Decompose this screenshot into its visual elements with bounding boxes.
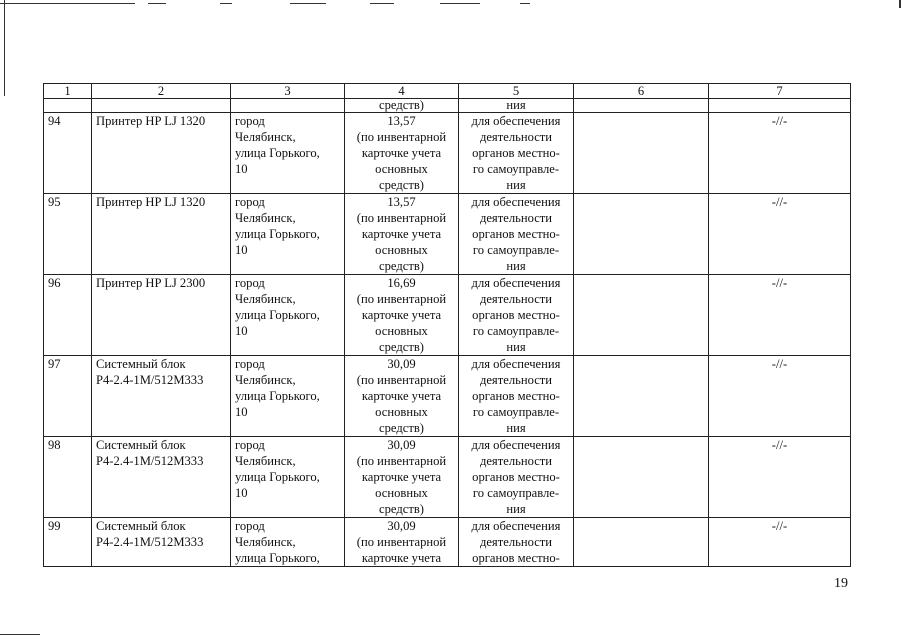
item-col6 <box>574 275 709 356</box>
scan-edge-right <box>899 0 901 8</box>
item-purpose <box>459 518 574 567</box>
page-number: 19 <box>834 576 848 591</box>
column-number: 1 <box>44 84 92 99</box>
item-address <box>231 356 345 437</box>
item-cost-line: средств) <box>379 259 424 273</box>
item-cost-line: 13,57 <box>387 114 416 128</box>
item-number: 99 <box>44 518 92 567</box>
item-purpose-line: для обеспечения <box>471 519 561 533</box>
item-name-line: Системный блок <box>96 357 186 371</box>
item-name <box>92 356 231 437</box>
item-address <box>231 113 345 194</box>
item-address-line: 10 <box>235 324 248 338</box>
item-name <box>92 518 231 567</box>
item-purpose <box>459 194 574 275</box>
scan-edge-bottom <box>0 634 40 635</box>
item-col7: -//- <box>709 437 851 518</box>
item-cost-line: основных <box>375 162 428 176</box>
item-purpose-line: деятельности <box>479 130 553 144</box>
item-purpose-line: органов местно- <box>472 470 560 484</box>
table-row <box>44 518 851 567</box>
item-name-line: Системный блок <box>96 519 186 533</box>
item-number: 96 <box>44 275 92 356</box>
item-address-line: 10 <box>235 405 248 419</box>
item-cost-line: основных <box>375 243 428 257</box>
scan-edge-left <box>4 0 5 96</box>
item-address-line: город <box>235 438 265 452</box>
item-purpose <box>459 275 574 356</box>
item-cost-line: основных <box>375 324 428 338</box>
item-address-line: город <box>235 519 265 533</box>
item-address-line: Челябинск, <box>235 292 296 306</box>
item-col7: -//- <box>709 275 851 356</box>
item-purpose <box>459 356 574 437</box>
item-address-line: улица Горького, <box>235 389 320 403</box>
continuation-row <box>44 99 851 113</box>
item-name <box>92 437 231 518</box>
item-number: 94 <box>44 113 92 194</box>
item-purpose-line: для обеспечения <box>471 438 561 452</box>
item-name <box>92 194 231 275</box>
item-cost-line: 13,57 <box>387 195 416 209</box>
item-purpose-line: органов местно- <box>472 551 560 565</box>
item-address-line: улица Горького, <box>235 551 320 565</box>
item-purpose-line: деятельности <box>479 535 553 549</box>
item-address-line: Челябинск, <box>235 454 296 468</box>
item-address-line: Челябинск, <box>235 211 296 225</box>
item-col6 <box>574 437 709 518</box>
item-name <box>92 275 231 356</box>
item-address <box>231 518 345 567</box>
item-address <box>231 437 345 518</box>
item-cost-line: 30,09 <box>387 519 416 533</box>
item-address-line: город <box>235 357 265 371</box>
item-address <box>231 275 345 356</box>
item-purpose-line: деятельности <box>479 373 553 387</box>
item-address-line: Челябинск, <box>235 373 296 387</box>
item-cost <box>345 518 459 567</box>
item-address-line: 10 <box>235 243 248 257</box>
inventory-table <box>43 83 851 567</box>
item-cost <box>345 194 459 275</box>
item-address-line: улица Горького, <box>235 146 320 160</box>
item-name-line: Системный блок <box>96 438 186 452</box>
item-cost-line: карточке учета <box>361 227 442 241</box>
item-address-line: Челябинск, <box>235 130 296 144</box>
item-cost-line: средств) <box>379 421 424 435</box>
item-cost-line: карточке учета <box>361 551 442 565</box>
item-cost-line: карточке учета <box>361 146 442 160</box>
item-col6 <box>574 356 709 437</box>
item-cost-line: (по инвентарной <box>356 373 447 387</box>
item-cost-line: (по инвентарной <box>356 130 447 144</box>
item-purpose-line: деятельности <box>479 211 553 225</box>
item-purpose-line: ния <box>506 502 526 516</box>
item-address-line: улица Горького, <box>235 227 320 241</box>
item-purpose-line: ния <box>506 259 526 273</box>
item-purpose-line: для обеспечения <box>471 114 561 128</box>
item-name-line: Принтер HP LJ 1320 <box>96 114 206 128</box>
table-row <box>44 113 851 194</box>
item-cost <box>345 437 459 518</box>
item-purpose <box>459 437 574 518</box>
item-col7: -//- <box>709 113 851 194</box>
column-number: 7 <box>709 84 851 99</box>
item-cost-line: средств) <box>379 340 424 354</box>
table-row <box>44 356 851 437</box>
item-purpose-line: го самоуправле- <box>472 405 560 419</box>
item-address-line: город <box>235 195 265 209</box>
item-cost-line: 16,69 <box>387 276 416 290</box>
item-address-line: улица Горького, <box>235 308 320 322</box>
column-number: 6 <box>574 84 709 99</box>
table-cell: ния <box>459 99 574 113</box>
item-purpose-line: органов местно- <box>472 227 560 241</box>
item-purpose-line: для обеспечения <box>471 195 561 209</box>
item-number: 98 <box>44 437 92 518</box>
item-address-line: 10 <box>235 486 248 500</box>
item-cost-line: средств) <box>379 502 424 516</box>
table-row <box>44 194 851 275</box>
table-cell <box>92 99 231 113</box>
item-cost-line: (по инвентарной <box>356 454 447 468</box>
item-purpose-line: го самоуправле- <box>472 486 560 500</box>
item-purpose-line: органов местно- <box>472 146 560 160</box>
item-cost-line: основных <box>375 486 428 500</box>
item-cost-line: основных <box>375 405 428 419</box>
item-name-line: P4-2.4-1M/512M333 <box>96 373 204 387</box>
item-address-line: улица Горького, <box>235 470 320 484</box>
item-purpose-line: го самоуправле- <box>472 324 560 338</box>
item-cost <box>345 275 459 356</box>
item-col6 <box>574 518 709 567</box>
item-cost-line: 30,09 <box>387 357 416 371</box>
item-cost-line: (по инвентарной <box>356 535 447 549</box>
scan-edge-top <box>0 3 905 5</box>
table-cell: средств) <box>345 99 459 113</box>
item-col7: -//- <box>709 194 851 275</box>
column-number: 5 <box>459 84 574 99</box>
item-purpose-line: органов местно- <box>472 389 560 403</box>
item-cost-line: карточке учета <box>361 389 442 403</box>
item-purpose-line: го самоуправле- <box>472 243 560 257</box>
table-row <box>44 275 851 356</box>
item-name-line: P4-2.4-1M/512M333 <box>96 535 204 549</box>
table-row <box>44 437 851 518</box>
item-purpose-line: для обеспечения <box>471 357 561 371</box>
table-cell <box>44 99 92 113</box>
item-name-line: Принтер HP LJ 1320 <box>96 195 206 209</box>
item-cost-line: карточке учета <box>361 308 442 322</box>
item-purpose-line: ния <box>506 421 526 435</box>
item-name-line: P4-2.4-1M/512M333 <box>96 454 204 468</box>
item-address-line: Челябинск, <box>235 535 296 549</box>
column-number: 4 <box>345 84 459 99</box>
item-address <box>231 194 345 275</box>
item-address-line: город <box>235 276 265 290</box>
item-purpose-line: органов местно- <box>472 308 560 322</box>
item-cost <box>345 113 459 194</box>
item-purpose <box>459 113 574 194</box>
item-purpose-line: деятельности <box>479 454 553 468</box>
item-cost-line: карточке учета <box>361 470 442 484</box>
item-address-line: 10 <box>235 162 248 176</box>
item-cost <box>345 356 459 437</box>
item-name <box>92 113 231 194</box>
item-number: 95 <box>44 194 92 275</box>
item-purpose-line: деятельности <box>479 292 553 306</box>
item-number: 97 <box>44 356 92 437</box>
table-cell <box>574 99 709 113</box>
item-col7: -//- <box>709 518 851 567</box>
item-cost-line: средств) <box>379 178 424 192</box>
column-number-row <box>44 84 851 99</box>
item-address-line: город <box>235 114 265 128</box>
column-number: 2 <box>92 84 231 99</box>
item-purpose-line: ния <box>506 340 526 354</box>
table-cell <box>709 99 851 113</box>
item-purpose-line: для обеспечения <box>471 276 561 290</box>
item-cost-line: 30,09 <box>387 438 416 452</box>
item-purpose-line: ния <box>506 178 526 192</box>
item-name-line: Принтер HP LJ 2300 <box>96 276 206 290</box>
item-cost-line: (по инвентарной <box>356 211 447 225</box>
item-col7: -//- <box>709 356 851 437</box>
item-cost-line: (по инвентарной <box>356 292 447 306</box>
table-cell <box>231 99 345 113</box>
item-col6 <box>574 113 709 194</box>
item-col6 <box>574 194 709 275</box>
column-number: 3 <box>231 84 345 99</box>
item-purpose-line: го самоуправле- <box>472 162 560 176</box>
